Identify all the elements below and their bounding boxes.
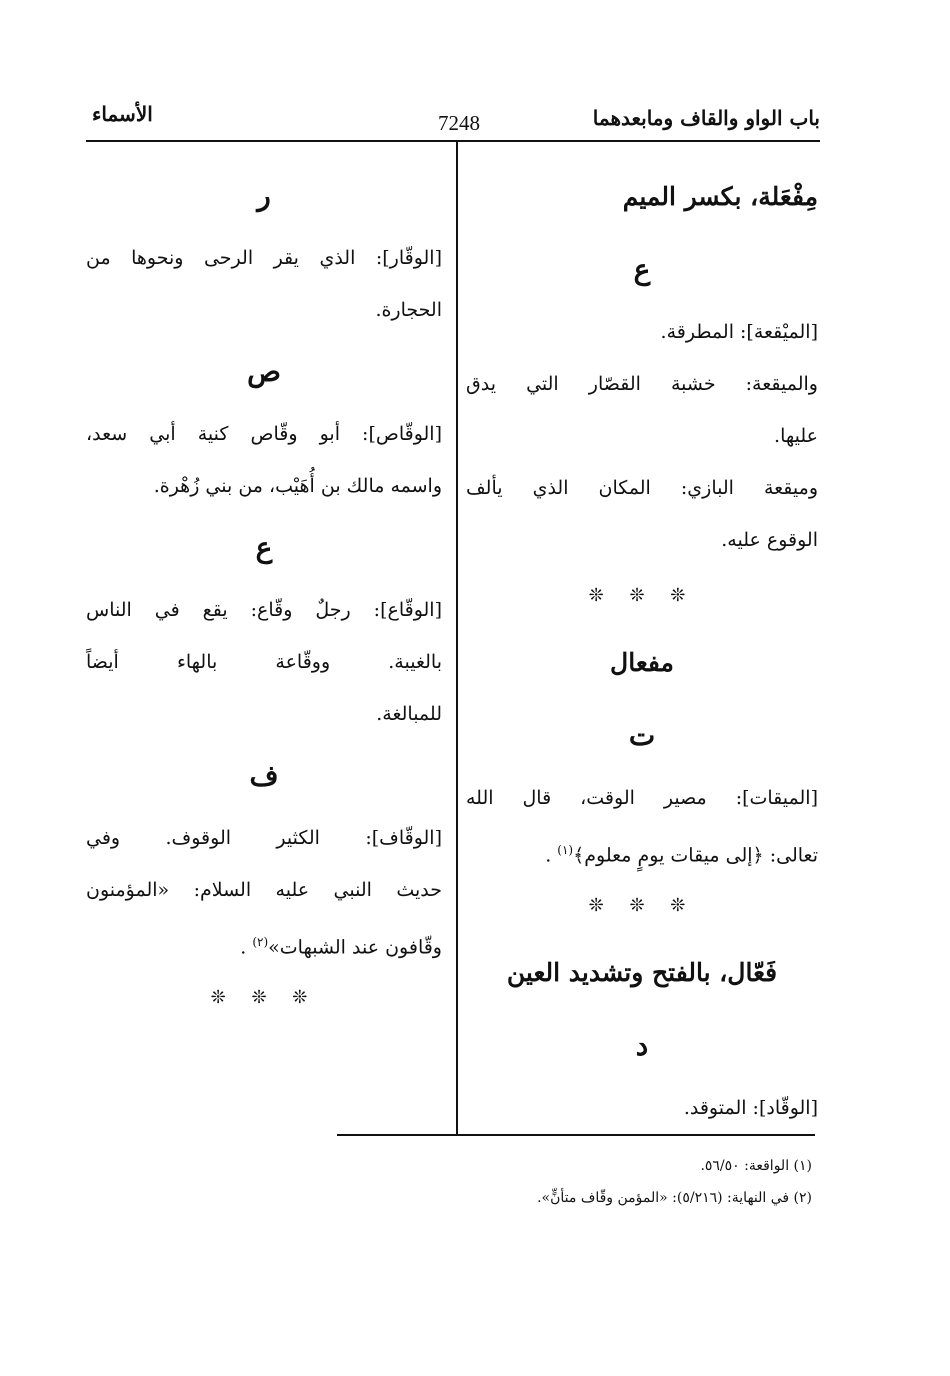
footnote-2: (٢) في النهاية: (٥/٢١٦): «المؤمن وقّاف متأنٍّ».	[537, 1190, 812, 1206]
letter-heading: ع	[633, 253, 651, 286]
right-column	[466, 160, 818, 1134]
section-title: فَعّال، بالفتح وتشديد العين	[506, 958, 778, 987]
section-title: مِفْعَلة، بكسر الميم	[622, 182, 818, 211]
entry-line: [الميقات]: مصير الوقت، قال الله	[466, 787, 818, 809]
entry-line: والميقعة: خشبة القصّار التي يدق	[466, 373, 818, 395]
separator-stars: ❊ ❊ ❊	[588, 895, 696, 916]
entry-line: [الوقّاع]: رجلٌ وقّاع: يقع في الناس	[86, 599, 442, 621]
header-rule	[86, 140, 820, 142]
footnote-1: (١) الواقعة: ٥٦/٥٠.	[700, 1158, 812, 1174]
separator-stars: ❊ ❊ ❊	[210, 987, 318, 1008]
entry-line: [الوقّاف]: الكثير الوقوف. وفي	[86, 827, 442, 849]
separator-stars: ❊ ❊ ❊	[588, 585, 696, 606]
entry-line: وميقعة البازي: المكان الذي يألف	[466, 477, 818, 499]
entry-line: وقّافون عند الشبهات»$^{(٢)}$ .	[240, 935, 442, 959]
quran-quote: تعالى: ﴿إلى ميقات يومٍ معلوم﴾	[573, 844, 818, 867]
footnote-ref: (٢)	[252, 935, 269, 949]
column-divider	[456, 142, 458, 1134]
entry-line: حديث النبي عليه السلام: «المؤمنون	[86, 879, 442, 901]
entry-line: [الوقّار]: الذي يقر الرحى ونحوها من	[86, 247, 442, 269]
entry-line: واسمه مالك بن أُهَيْب، من بني زُهْرة.	[153, 475, 442, 497]
entry-line: [الوقّاد]: المتوقد.	[683, 1097, 818, 1119]
footnote-rule	[337, 1134, 815, 1136]
entry-line: الحجارة.	[375, 299, 442, 321]
section-title: مفعال	[610, 648, 674, 677]
letter-heading: ع	[255, 531, 273, 564]
hadith-quote: وقّافون عند الشبهات»	[268, 936, 442, 959]
footnotes	[332, 1150, 812, 1214]
running-header-section: الأسماء	[92, 102, 153, 126]
letter-heading: د	[635, 1029, 649, 1062]
letter-heading: ر	[257, 179, 271, 212]
entry-line: [الوقّاص]: أبو وقّاص كنية أبي سعد،	[86, 423, 442, 445]
entry-line: الوقوع عليه.	[721, 529, 818, 551]
entry-line: للمبالغة.	[376, 703, 442, 725]
entry-line: [الميْقعة]: المطرقة.	[660, 321, 818, 343]
letter-heading: ت	[628, 719, 656, 752]
entry-line: تعالى: ﴿إلى ميقات يومٍ معلوم﴾$^{(١)}$ .	[545, 843, 818, 867]
page-number: 7248	[438, 111, 480, 135]
letter-heading: ف	[249, 759, 279, 792]
letter-heading: ص	[247, 355, 281, 388]
entry-line: بالغيبة. ووقّاعة بالهاء أيضاً	[86, 651, 442, 673]
entry-line: عليها.	[774, 425, 818, 447]
left-column	[86, 160, 442, 1028]
running-header-chapter: باب الواو والقاف ومابعدهما	[592, 106, 820, 130]
footnote-ref: (١)	[557, 843, 574, 857]
